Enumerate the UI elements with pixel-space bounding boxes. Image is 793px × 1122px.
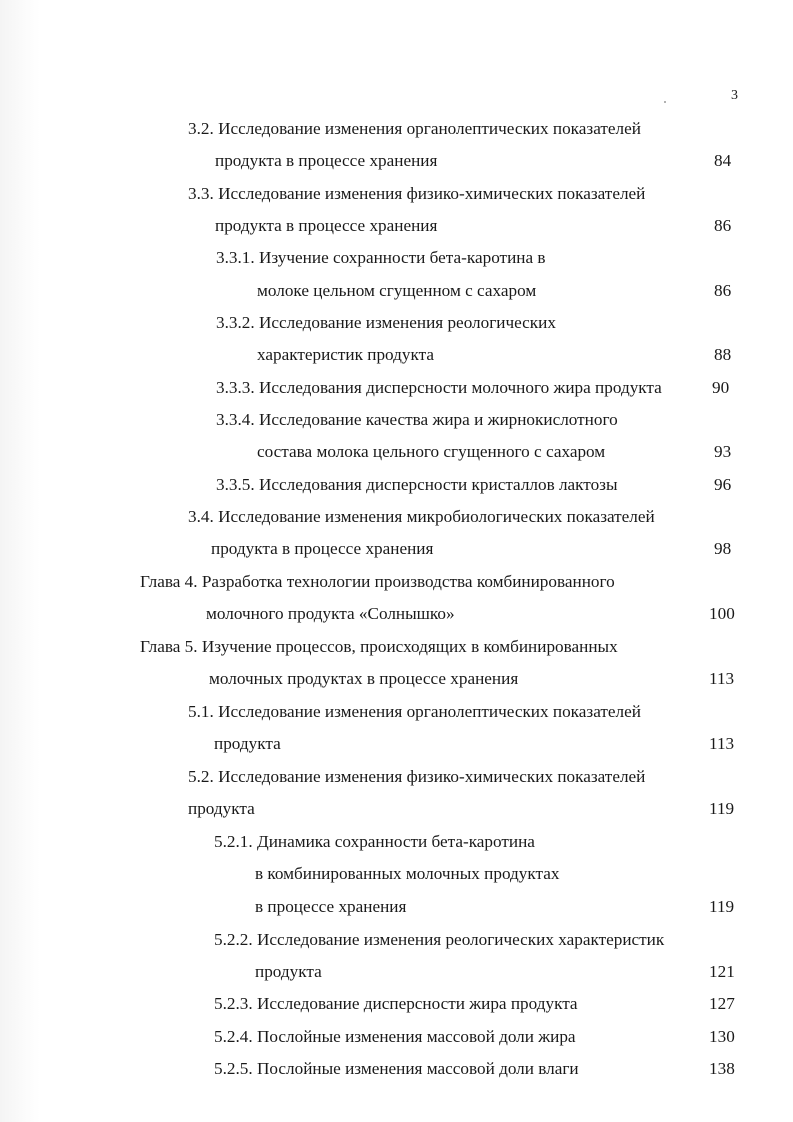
toc-entry-5-2-2-line-2: продукта bbox=[255, 962, 322, 981]
toc-entry-5-2-5-page: 138 bbox=[709, 1059, 735, 1078]
toc-entry-5-2-page: 119 bbox=[709, 799, 735, 818]
toc-entry-3-3-2-line-1: 3.3.2. Исследование изменения реологических bbox=[216, 313, 556, 332]
toc-entry-3-3-3-page: 90 bbox=[712, 378, 730, 397]
toc-entry-5-2-1-line-2: в комбинированных молочных продуктах bbox=[255, 864, 560, 883]
toc-chapter-4-page: 100 bbox=[709, 604, 735, 623]
toc-entry-5-2-3-line-1: 5.2.3. Исследование дисперсности жира продукта bbox=[214, 994, 578, 1013]
toc-chapter-4-line-2: молочного продукта «Солнышко» bbox=[206, 604, 455, 623]
toc-entry-5-2-3-page: 127 bbox=[709, 994, 735, 1013]
scan-edge-shadow bbox=[0, 0, 40, 1122]
toc-entry-3-3-2-page: 88 bbox=[714, 345, 732, 364]
toc-entry-3-4-line-2: продукта в процессе хранения bbox=[211, 539, 434, 558]
toc-entry-3-3-1-page: 86 bbox=[714, 281, 732, 300]
toc-entry-5-2-1-page: 119 bbox=[709, 897, 735, 916]
toc-entry-5-2-1-line-1: 5.2.1. Динамика сохранности бета-каротина bbox=[214, 832, 535, 851]
toc-entry-3-3-4-line-1: 3.3.4. Исследование качества жира и жирнокислотного bbox=[216, 410, 618, 429]
toc-entry-5-1-page: 113 bbox=[709, 734, 735, 753]
page-number: 3 bbox=[731, 88, 738, 103]
toc-entry-3-2-line-1: 3.2. Исследование изменения органолептических показателей bbox=[188, 119, 641, 138]
toc-entry-3-2-page: 84 bbox=[714, 151, 732, 170]
toc-entry-5-2-2-line-1: 5.2.2. Исследование изменения реологических характеристик bbox=[214, 930, 665, 949]
toc-entry-3-3-page: 86 bbox=[714, 216, 732, 235]
toc-entry-5-2-4-page: 130 bbox=[709, 1027, 735, 1046]
toc-entry-5-2-line-2: продукта bbox=[188, 799, 255, 818]
toc-chapter-5-line-2: молочных продуктах в процессе хранения bbox=[209, 669, 519, 688]
toc-entry-5-2-line-1: 5.2. Исследование изменения физико-химических показателей bbox=[188, 767, 646, 786]
toc-entry-5-2-1-line-3: в процессе хранения bbox=[255, 897, 407, 916]
toc-entry-3-4-page: 98 bbox=[714, 539, 732, 558]
toc-entry-5-1-line-1: 5.1. Исследование изменения органолептических показателей bbox=[188, 702, 641, 721]
toc-entry-3-3-2-line-2: характеристик продукта bbox=[257, 345, 434, 364]
toc-entry-5-1-line-2: продукта bbox=[214, 734, 281, 753]
toc-chapter-5-line-1: Глава 5. Изучение процессов, происходящих в комбинированных bbox=[140, 637, 618, 656]
toc-entry-3-3-4-line-2: состава молока цельного сгущенного с сахаром bbox=[257, 442, 606, 461]
toc-entry-5-2-2-page: 121 bbox=[709, 962, 735, 981]
scan-speck bbox=[664, 101, 666, 103]
toc-entry-3-3-3-line-1: 3.3.3. Исследования дисперсности молочного жира продукта bbox=[216, 378, 662, 397]
toc-entry-3-3-5-line-1: 3.3.5. Исследования дисперсности кристаллов лактозы bbox=[216, 475, 618, 494]
toc-entry-3-2-line-2: продукта в процессе хранения bbox=[215, 151, 438, 170]
toc-entry-3-3-5-page: 96 bbox=[714, 475, 732, 494]
toc-chapter-4-line-1: Глава 4. Разработка технологии производства комбинированного bbox=[140, 572, 615, 591]
toc-entry-5-2-5-line-1: 5.2.5. Послойные изменения массовой доли влаги bbox=[214, 1059, 579, 1078]
toc-chapter-5-page: 113 bbox=[709, 669, 735, 688]
toc-entry-5-2-4-line-1: 5.2.4. Послойные изменения массовой доли жира bbox=[214, 1027, 576, 1046]
toc-entry-3-4-line-1: 3.4. Исследование изменения микробиологических показателей bbox=[188, 507, 655, 526]
toc-entry-3-3-4-page: 93 bbox=[714, 442, 732, 461]
toc-entry-3-3-1-line-1: 3.3.1. Изучение сохранности бета-каротина в bbox=[216, 248, 546, 267]
toc-entry-3-3-line-1: 3.3. Исследование изменения физико-химических показателей bbox=[188, 184, 646, 203]
toc-entry-3-3-1-line-2: молоке цельном сгущенном с сахаром bbox=[257, 281, 537, 300]
toc-entry-3-3-line-2: продукта в процессе хранения bbox=[215, 216, 438, 235]
